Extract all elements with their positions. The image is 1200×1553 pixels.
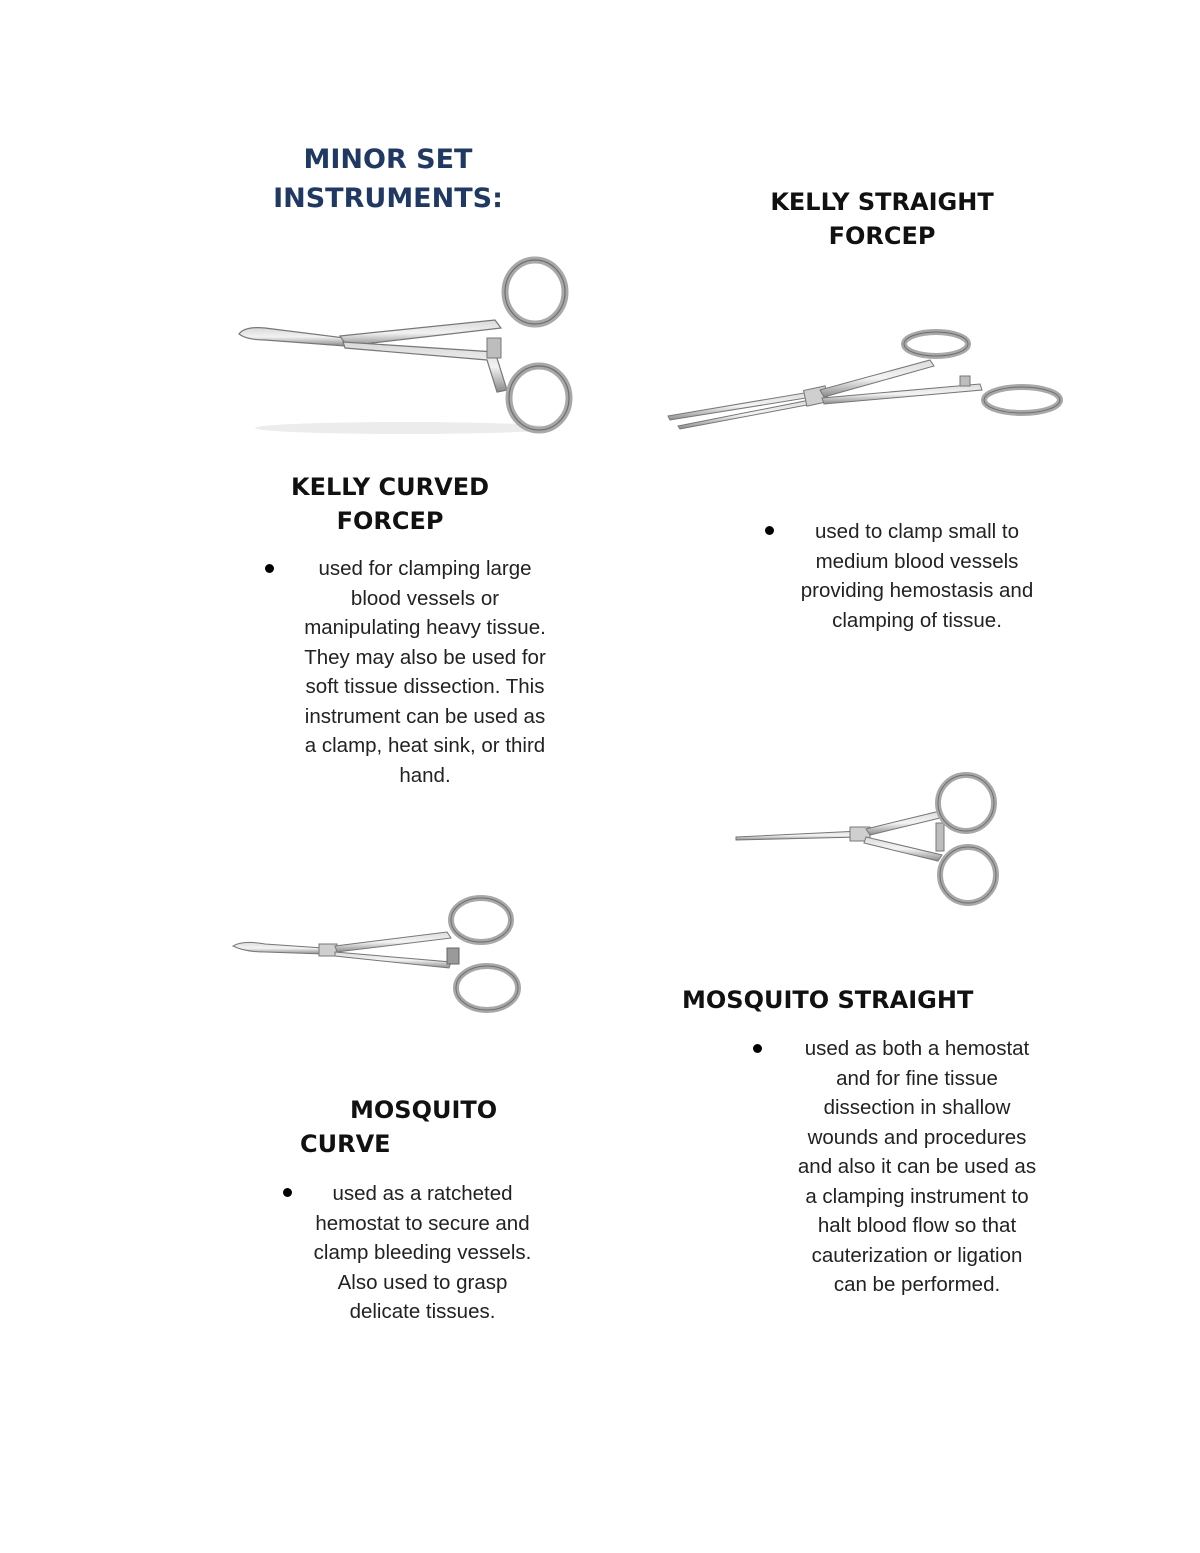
description-line: providing hemostasis and [800, 579, 1034, 602]
description-line: cauterization or ligation [811, 1243, 1023, 1267]
page-title-line-2: INSTRUMENTS: [273, 183, 503, 214]
description-line: medium blood vessels [815, 549, 1019, 573]
description-line: manipulating heavy tissue. [304, 616, 546, 639]
description-line: blood vessels or [350, 586, 500, 610]
page-title-line-1: MINOR SET [303, 144, 473, 175]
description-line: halt blood flow so that [817, 1214, 1017, 1237]
page-title [238, 140, 538, 218]
kelly-curved-forcep-description [270, 554, 580, 790]
kelly-curved-forcep-image [225, 250, 585, 440]
description-line: They may also be used for [304, 645, 546, 669]
description-line: used to clamp small to [815, 520, 1019, 543]
description-line: wounds and procedures [807, 1125, 1027, 1149]
description-line: a clamping instrument to [805, 1184, 1029, 1208]
description-line: clamp bleeding vessels. [313, 1241, 532, 1264]
description-line: and also it can be used as [797, 1155, 1037, 1178]
kelly-curved-forcep-heading-line-2: FORCEP [336, 507, 444, 535]
description-line: Also used to grasp [337, 1270, 508, 1294]
mosquito-straight-image [730, 765, 1020, 915]
mosquito-straight-icon [730, 765, 1020, 915]
mosquito-curve-heading-line-2: CURVE [300, 1130, 391, 1158]
kelly-curved-forcep-heading-line-1: KELLY CURVED [290, 473, 490, 501]
description-line: instrument can be used as [304, 704, 546, 728]
kelly-straight-forcep-heading [732, 185, 1032, 253]
description-line: delicate tissues. [349, 1300, 496, 1323]
description-line: soft tissue dissection. This [305, 675, 545, 698]
kelly-straight-forcep-heading-line-2: FORCEP [828, 222, 936, 250]
kelly-straight-forcep-icon [660, 320, 1070, 435]
mosquito-straight-heading [682, 983, 1022, 1017]
mosquito-curve-description [280, 1179, 565, 1327]
kelly-curved-forcep-heading [240, 470, 540, 538]
kelly-straight-forcep-description [772, 517, 1062, 635]
description-line: used for clamping large [318, 557, 532, 580]
mosquito-curve-heading [300, 1093, 560, 1161]
description-line: hand. [399, 763, 451, 787]
mosquito-straight-description [772, 1034, 1062, 1300]
description-line: and for fine tissue [836, 1066, 998, 1090]
description-line: can be performed. [833, 1273, 1001, 1296]
mosquito-curve-image [225, 890, 525, 1015]
bullet-icon [753, 1044, 762, 1053]
mosquito-curve-icon [225, 890, 525, 1015]
mosquito-curve-heading-line-1: MOSQUITO [350, 1096, 498, 1124]
kelly-straight-forcep-heading-line-1: KELLY STRAIGHT [770, 188, 994, 216]
kelly-straight-forcep-image [660, 320, 1070, 435]
description-line: a clamp, heat sink, or third [304, 734, 546, 757]
description-line: dissection in shallow [823, 1096, 1011, 1119]
mosquito-straight-heading-line-1: MOSQUITO STRAIGHT [682, 986, 974, 1014]
description-line: hemostat to secure and [315, 1211, 530, 1235]
kelly-curved-forcep-icon [225, 250, 585, 440]
description-line: used as both a hemostat [804, 1037, 1030, 1060]
description-line: clamping of tissue. [832, 608, 1002, 632]
description-line: used as a ratcheted [332, 1182, 513, 1205]
